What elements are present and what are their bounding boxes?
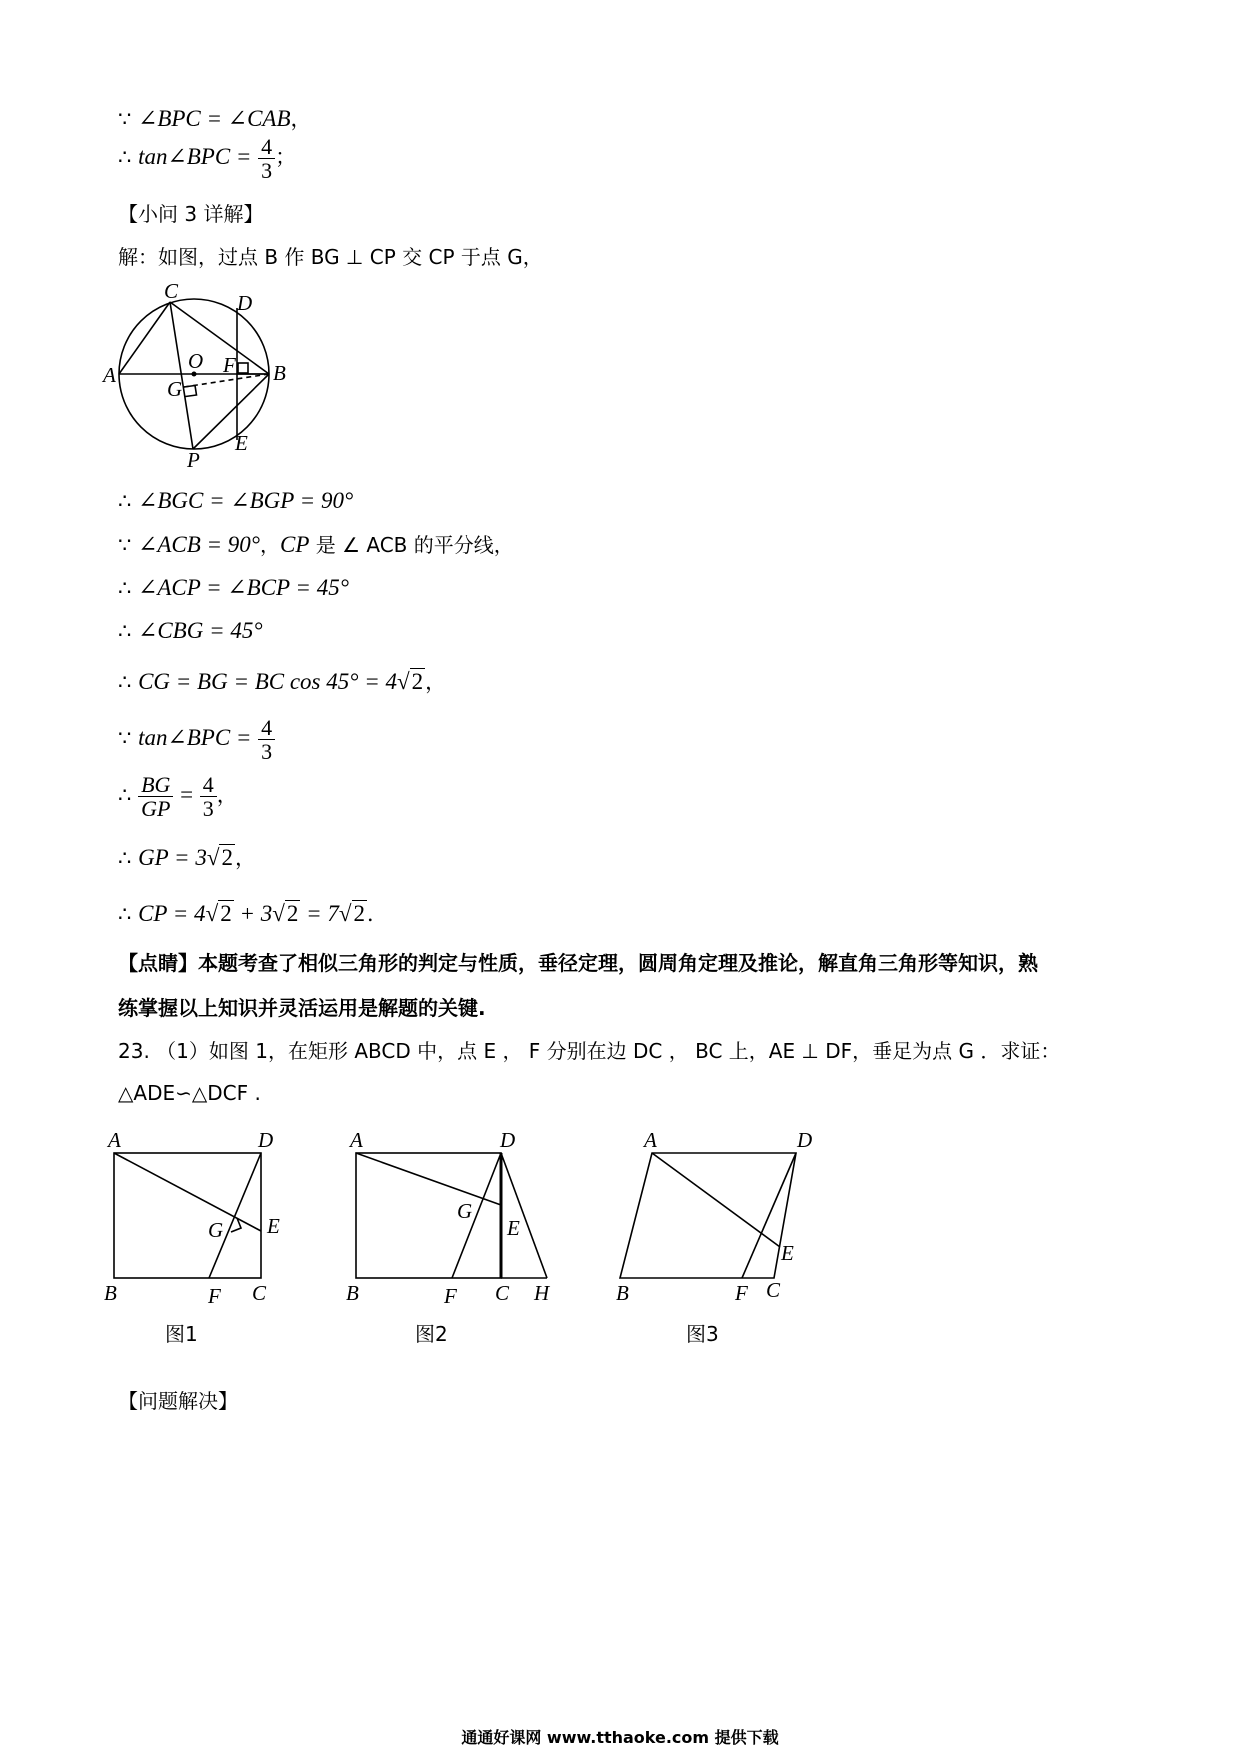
- line-11: ∴ $\frac{BG}{GP}$ = $\frac{4}{3}$ ，: [118, 772, 238, 822]
- page-footer: 通通好课网 www.tthaoke.com 提供下载: [461, 1728, 779, 1747]
- figure-1-caption: 图1: [165, 1322, 198, 1346]
- figure-3-caption: 图3: [686, 1322, 719, 1346]
- line-7: ∴ ∠ACP = ∠BCP = 45°: [118, 575, 349, 600]
- svg-text:E: E: [267, 1214, 280, 1238]
- svg-text:E: E: [235, 431, 248, 455]
- svg-text:B: B: [273, 361, 286, 385]
- sqrt: √2: [272, 901, 299, 926]
- fraction: $\frac{4}{3}$: [258, 135, 275, 182]
- line-5: ∴ ∠BGC = ∠BGP = 90°: [118, 488, 354, 513]
- line-1: ∵ ∠BPC = ∠CAB，: [118, 106, 312, 131]
- svg-text:D: D: [797, 1128, 813, 1152]
- svg-text:D: D: [258, 1128, 274, 1152]
- svg-text:F: F: [208, 1284, 221, 1308]
- line-6: ∵ ∠ACB = 90°，CP 是 ∠ ACB 的平分线，: [118, 532, 514, 557]
- commentary-line-1: 【点睛】本题考查了相似三角形的判定与性质，垂径定理，圆周角定理及推论，解直角三角形等知识，熟: [118, 951, 1038, 975]
- circle-figure: [95, 280, 305, 470]
- figure-3: [610, 1125, 840, 1310]
- sqrt: √2: [205, 901, 232, 926]
- svg-text:A: A: [350, 1128, 363, 1152]
- line-13: ∴ CP = 4√2 + 3√2 = 7√2．: [118, 901, 388, 926]
- fraction: $\frac{BG}{GP}$: [138, 773, 173, 820]
- sqrt: √2: [396, 669, 424, 694]
- solution-intro: 解：如图，过点 B 作 BG ⊥ CP 交 CP 于点 G，: [118, 245, 543, 269]
- sqrt: √2: [206, 845, 233, 870]
- svg-text:C: C: [495, 1281, 510, 1305]
- svg-text:G: G: [208, 1218, 224, 1242]
- svg-text:A: A: [644, 1128, 657, 1152]
- commentary-line-2: 练掌握以上知识并灵活运用是解题的关键.: [118, 996, 486, 1020]
- line-9: ∴ CG = BG = BC cos 45° = 4√2，: [118, 669, 447, 694]
- line-8: ∴ ∠CBG = 45°: [118, 618, 263, 643]
- section-heading: 【小问 3 详解】: [118, 202, 264, 226]
- svg-text:C: C: [164, 280, 179, 303]
- fraction: $\frac{4}{3}$: [258, 716, 275, 763]
- svg-text:A: A: [108, 1128, 121, 1152]
- svg-text:F: F: [735, 1281, 748, 1305]
- svg-text:A: A: [103, 363, 116, 387]
- svg-text:G: G: [167, 377, 183, 401]
- svg-text:F: F: [444, 1284, 457, 1308]
- svg-text:D: D: [500, 1128, 516, 1152]
- svg-text:C: C: [252, 1281, 267, 1305]
- line-2: ∴ tan∠BPC = $\frac{4}{3}$ ；: [118, 134, 297, 184]
- svg-text:P: P: [187, 448, 200, 470]
- svg-text:D: D: [237, 291, 253, 315]
- sqrt: √2: [338, 901, 365, 926]
- svg-text:G: G: [457, 1199, 473, 1223]
- figure-2: [340, 1125, 570, 1310]
- math-expr: ∠BPC = ∠CAB: [138, 106, 291, 131]
- figure-2-caption: 图2: [415, 1322, 448, 1346]
- svg-text:B: B: [104, 1281, 117, 1305]
- svg-text:B: B: [616, 1281, 629, 1305]
- svg-text:F: F: [223, 353, 236, 377]
- svg-text:O: O: [188, 349, 204, 373]
- fraction: $\frac{4}{3}$: [200, 773, 217, 820]
- svg-text:H: H: [534, 1281, 550, 1305]
- problem-23-statement-cont: △ADE∽△DCF .: [118, 1081, 261, 1105]
- svg-text:B: B: [346, 1281, 359, 1305]
- svg-text:C: C: [766, 1278, 781, 1302]
- line-12: ∴ GP = 3√2，: [118, 845, 256, 870]
- svg-text:E: E: [507, 1216, 520, 1240]
- section-heading-problem-solving: 【问题解决】: [118, 1389, 238, 1413]
- problem-23-statement: 23. （1）如图 1，在矩形 ABCD 中，点 E ， F 分别在边 DC ， BC 上，AE ⊥ DF，垂足为点 G ．求证：: [118, 1039, 1061, 1063]
- math-expr: tan∠BPC =: [138, 144, 252, 170]
- figure-1: [100, 1125, 310, 1310]
- svg-text:E: E: [781, 1241, 794, 1265]
- line-10: ∵ tan∠BPC = $\frac{4}{3}$: [118, 716, 275, 763]
